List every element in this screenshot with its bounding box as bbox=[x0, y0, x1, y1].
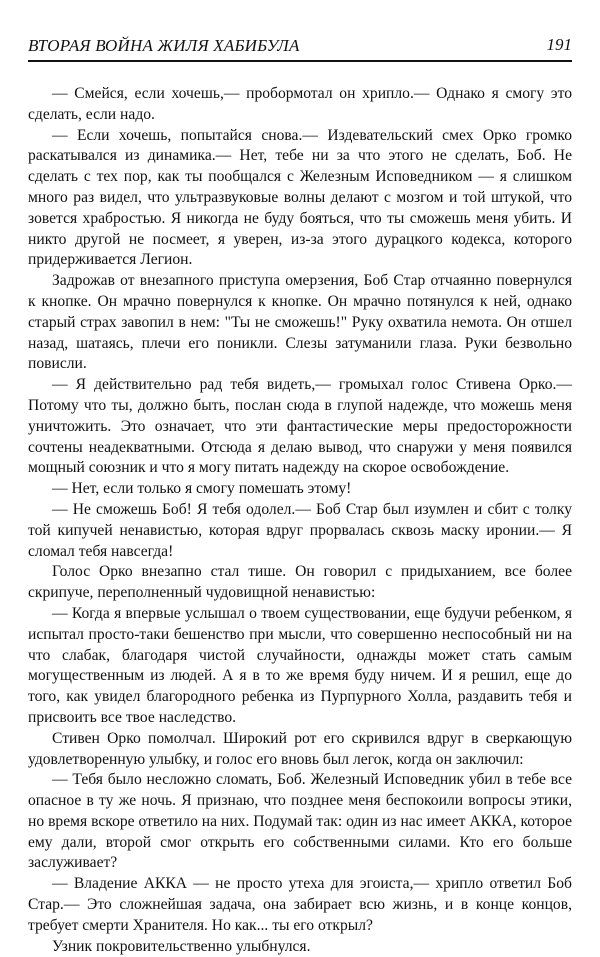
paragraph: — Тебя было несложно сломать, Боб. Железный Исповедник убил в тебе все опасное в ту же ночь. Я признаю, что позднее меня беспокоили вопросы этики, но время вскоре ответило на них. Подумай так: один из нас имеет АККА, которое ему дали, второй смог открыть его собственными силами. Кто его больше заслуживает? bbox=[28, 771, 572, 872]
paragraph: Голос Орко внезапно стал тише. Он говорил с придыханием, все более скрипуче, переполненный чудовищной ненавистью: bbox=[28, 563, 572, 602]
paragraph: — Я действительно рад тебя видеть,— громыхал голос Стивена Орко.— Потому что ты, должно быть, послан сюда в глупой надежде, что можешь меня уничтожить. Это означает, что эти фантастические меры предосторожности сочтены неадекватными. Отсюда я делаю вывод, что снаружи у меня появился мощный союзник и что я могу питать надежду на скорое освобождение. bbox=[28, 376, 572, 477]
paragraph: Стивен Орко помолчал. Широкий рот его скривился вдруг в сверкающую удовлетворенную улыбку, и голос его вновь был легок, когда он заключил: bbox=[28, 729, 572, 768]
paragraph: — Не сможешь Боб! Я тебя одолел.— Боб Стар был изумлен и сбит с толку той кипучей ненавистью, которая вдруг прорвалась сквозь маску иронии.— Я сломал тебя навсегда! bbox=[28, 500, 572, 560]
body-text bbox=[28, 84, 572, 957]
paragraph: — Когда я впервые услышал о твоем существовании, еще будучи ребенком, я испытал просто-таки бешенство при мысли, что совершенно неспособный ни на что слабак, благодаря чистой случайности, однажды может стать самым могущественным из людей. А я в то же время буду ничем. И я решил, еще до того, как увидел благородного ребенка из Пурпурного Холла, раздавить тебя и присвоить все твое наследство. bbox=[28, 604, 572, 726]
book-title: ВТОРАЯ ВОЙНА ЖИЛЯ ХАБИБУЛА bbox=[28, 36, 300, 55]
page-number: 191 bbox=[546, 35, 572, 54]
paragraph: Задрожав от внезапного приступа омерзения, Боб Стар отчаянно повернулся к кнопке. Он мрачно повернулся к кнопке. Он мрачно потянулся к ней, однако старый страх завопил в нем: "Ты не сможешь!" Руку охватила немота. Он отшел назад, шатаясь, плечи его поникли. Слезы затуманили глаза. Руки безвольно повисли. bbox=[28, 272, 572, 373]
paragraph: — Нет, если только я смогу помешать этому! bbox=[52, 480, 352, 498]
running-header bbox=[28, 34, 572, 62]
paragraph: — Владение АККА — не просто утеха для эгоиста,— хрипло ответил Боб Стар.— Это сложнейшая задача, она забирает всю жизнь, и в конце концов, требует смерти Хранителя. Но как... ты его открыл? bbox=[28, 875, 572, 934]
paragraph: — Если хочешь, попытайся снова.— Издевательский смех Орко громко раскатывался из динамика.— Нет, тебе ни за что этого не сделать, Боб. Не сделать с тех пор, как ты пообщался с Железным Исповедником — я слишком много раз видел, что ультразвуковые волны делают с мозгом и той штукой, что зовется храбростью. Я никогда не буду бояться, что ты сможешь меня убить. И никто другой не посмеет, я уверен, из-за этого дурацкого кодекса, которого придерживается Легион. bbox=[28, 126, 572, 269]
paragraph: Узник покровительственно улыбнулся. bbox=[52, 937, 311, 955]
paragraph: — Смейся, если хочешь,— пробормотал он хрипло.— Однако я смогу это сделать, если надо. bbox=[28, 85, 572, 123]
